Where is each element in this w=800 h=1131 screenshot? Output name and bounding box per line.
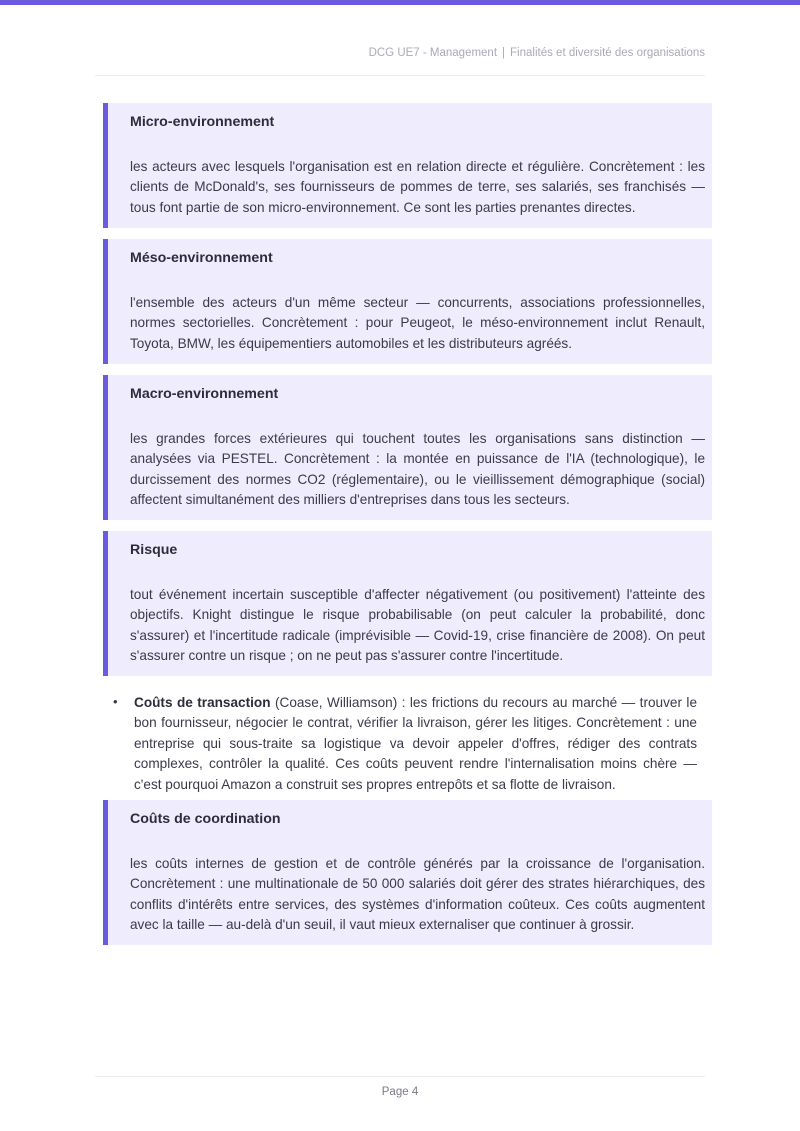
definition-body: les acteurs avec lesquels l'organisation est en relation directe et régulière. Concrètement : les clients de McDonald's, ses fournisseurs de pommes de terre, ses salariés, ses franchisés — tous font partie de son micro-environnement. Ce sont les parties prenantes directes.	[130, 159, 705, 215]
chapter-title: Finalités et diversité des organisations	[510, 47, 705, 59]
header-divider	[95, 75, 705, 76]
page-header	[95, 47, 705, 59]
definition-title: Micro-environnement	[130, 114, 275, 130]
bullet-text	[134, 693, 697, 795]
definition-body: les coûts internes de gestion et de contrôle générés par la croissance de l'organisation. Concrètement : une multinationale de 50 000 salariés doit gérer des strates hiérarchiques, des conflits d'intérêts entre services, des systèmes d'information coûteux. Ces coûts augmentent avec la taille — au-delà d'un seuil, il vaut mieux externaliser que continuer à grossir.	[130, 856, 705, 933]
definition-box-micro-environnement	[103, 103, 712, 228]
page-number: Page 4	[381, 1086, 419, 1098]
definition-title: Coûts de coordination	[130, 811, 281, 827]
bullet-marker: •	[113, 694, 118, 709]
definition-body: tout événement incertain susceptible d'affecter négativement (ou positivement) l'atteinte des objectifs. Knight distingue le risque probabilisable (on peut calculer la probabilité, donc s'assurer) et l'incertitude radicale (imprévisible — Covid-19, crise financière de 2008). On peut s'assurer contre un risque ; on ne peut pas s'assurer contre l'incertitude.	[130, 587, 705, 664]
definition-title: Méso-environnement	[130, 250, 273, 266]
definition-box-risque	[103, 531, 712, 676]
definition-box-couts-de-coordination	[103, 800, 712, 945]
footer-divider	[95, 1076, 705, 1077]
bullet-description: (Coase, Williamson) : les frictions du recours au marché — trouver le bon fournisseur, négocier le contrat, vérifier la livraison, gérer les litiges. Concrètement : une entreprise qui sous-traite sa logistique va devoir appeler d'offres, rédiger des contrats complexes, contrôler la qualité. Ces coûts peuvent rendre l'internalisation moins chère — c'est pourquoi Amazon a construit ses propres entrepôts et sa flotte de livraison.	[134, 695, 697, 792]
top-accent-bar	[0, 0, 800, 5]
course-title: DCG UE7 - Management	[368, 47, 498, 59]
definition-box-meso-environnement	[103, 239, 712, 364]
bullet-term: Coûts de transaction	[134, 695, 271, 710]
definition-body: l'ensemble des acteurs d'un même secteur — concurrents, associations professionnelles, normes sectorielles. Concrètement : pour Peugeot, le méso-environnement inclut Renault, Toyota, BMW, les équipementiers automobiles et les distributeurs agréés.	[130, 295, 705, 351]
definition-title: Macro-environnement	[130, 386, 279, 402]
header-separator: |	[502, 47, 506, 59]
definition-body: les grandes forces extérieures qui touchent toutes les organisations sans distinction — analysées via PESTEL. Concrètement : la montée en puissance de l'IA (technologique), le durcissement des normes CO2 (réglementaire), ou le vieillissement démographique (social) affectent simultanément des milliers d'entreprises dans tous les secteurs.	[130, 431, 705, 508]
definition-box-macro-environnement	[103, 375, 712, 520]
definition-title: Risque	[130, 542, 178, 558]
